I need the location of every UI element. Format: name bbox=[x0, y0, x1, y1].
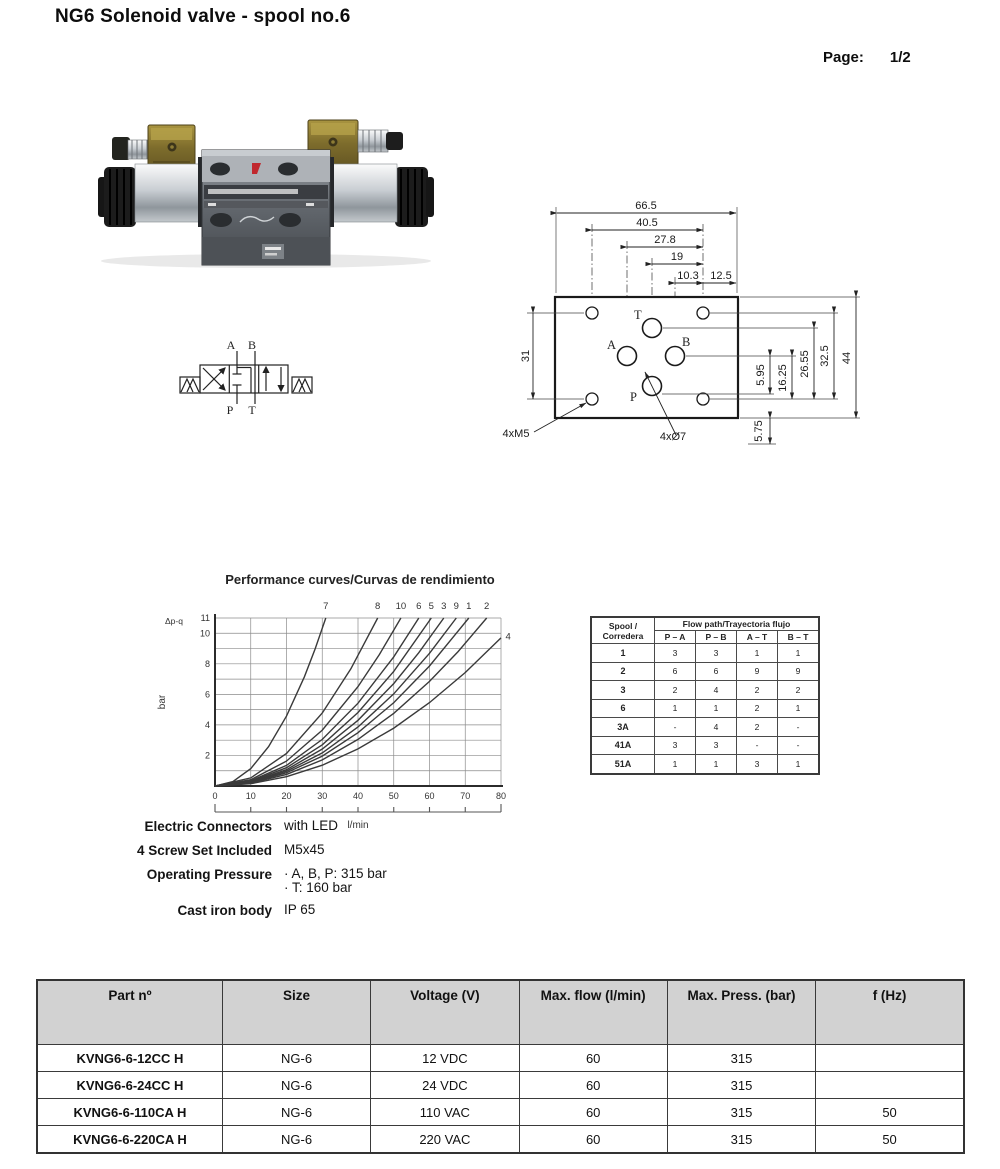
parts-column-header: Part nº bbox=[37, 980, 222, 1045]
flowpath-value-cell: 2 bbox=[737, 681, 778, 700]
spool-id-cell: 2 bbox=[591, 662, 655, 681]
spool-row bbox=[591, 736, 819, 755]
chart-title: Performance curves/Curvas de rendimiento bbox=[225, 572, 495, 587]
mounting-dimension-drawing bbox=[500, 188, 995, 460]
parts-value-cell: NG-6 bbox=[222, 1072, 370, 1099]
parts-value-cell: 50 bbox=[816, 1099, 964, 1126]
curve-label-7: 7 bbox=[323, 600, 329, 612]
drawing-port-a: A bbox=[607, 338, 617, 352]
symbol-port-p: P bbox=[226, 403, 234, 416]
flowpath-value-cell: 1 bbox=[737, 644, 778, 663]
parts-column-header: Size bbox=[222, 980, 370, 1045]
dim-10-3: 10.3 bbox=[677, 270, 699, 282]
pressure-line-2: · T: 160 bar bbox=[284, 880, 353, 895]
flowpath-value-cell: 6 bbox=[655, 662, 696, 681]
mounting-plate bbox=[555, 297, 738, 418]
flowpath-value-cell: 9 bbox=[737, 662, 778, 681]
parts-value-cell: 60 bbox=[519, 1126, 667, 1154]
flowpath-value-cell: - bbox=[778, 736, 820, 755]
dim-27-8: 27.8 bbox=[654, 234, 676, 246]
curve-label-9: 9 bbox=[453, 600, 459, 612]
spool-flow-table bbox=[590, 616, 820, 775]
curve-9 bbox=[215, 618, 456, 786]
dim-16-25: 16.25 bbox=[777, 364, 789, 392]
parts-table-body bbox=[37, 1045, 964, 1154]
flowpath-value-cell: 3 bbox=[696, 644, 737, 663]
flowpath-value-cell: 9 bbox=[778, 662, 820, 681]
spool-id-cell: 1 bbox=[591, 644, 655, 663]
flowpath-value-cell: 2 bbox=[655, 681, 696, 700]
flowpath-value-cell: 2 bbox=[778, 681, 820, 700]
x-tick-label: 30 bbox=[317, 791, 328, 801]
flowpath-value-cell: - bbox=[778, 718, 820, 737]
parts-value-cell: NG-6 bbox=[222, 1126, 370, 1154]
x-tick-label: 60 bbox=[424, 791, 435, 801]
flowpath-col-pa: P – A bbox=[655, 631, 696, 644]
parts-column-header: Max. Press. (bar) bbox=[667, 980, 815, 1045]
spool-row bbox=[591, 662, 819, 681]
dim-31: 31 bbox=[520, 349, 532, 363]
parts-value-cell: 60 bbox=[519, 1045, 667, 1072]
x-tick-label: 10 bbox=[245, 791, 256, 801]
y-tick-label: 10 bbox=[199, 628, 210, 639]
curve-label-3: 3 bbox=[441, 600, 447, 612]
flowpath-value-cell: 6 bbox=[696, 662, 737, 681]
x-tick-label: 50 bbox=[388, 791, 399, 801]
lower-label bbox=[262, 244, 284, 259]
flowpath-col-bt: B – T bbox=[778, 631, 820, 644]
y-tick-label: 6 bbox=[204, 689, 210, 700]
y-tick-label: 4 bbox=[204, 719, 210, 730]
x-axis-title: l/min bbox=[347, 820, 369, 828]
spool-id-cell: 6 bbox=[591, 699, 655, 718]
curve-label-4: 4 bbox=[505, 631, 511, 643]
parts-value-cell: 60 bbox=[519, 1099, 667, 1126]
right-end-cap bbox=[395, 167, 428, 227]
flowpath-value-cell: 2 bbox=[737, 699, 778, 718]
spec-label-screws: 4 Screw Set Included bbox=[136, 843, 272, 858]
page-indicator bbox=[823, 49, 911, 66]
flowpath-value-cell: 2 bbox=[737, 718, 778, 737]
parts-row bbox=[37, 1126, 964, 1154]
spool-table-body bbox=[591, 644, 819, 774]
spool-id-cell: 41A bbox=[591, 736, 655, 755]
spool-row bbox=[591, 681, 819, 700]
y-tick-label: 2 bbox=[204, 750, 210, 761]
performance-chart bbox=[145, 588, 525, 828]
spool-id-cell: 3 bbox=[591, 681, 655, 700]
x-tick-label: 40 bbox=[352, 791, 364, 801]
dim-26-55: 26.55 bbox=[799, 350, 811, 378]
drawing-port-b: B bbox=[682, 335, 691, 349]
pressure-line-1: · A, B, P: 315 bar bbox=[284, 866, 387, 881]
flowpath-value-cell: - bbox=[655, 718, 696, 737]
parts-value-cell bbox=[816, 1072, 964, 1099]
flowpath-value-cell: 4 bbox=[696, 681, 737, 700]
curve-label-8: 8 bbox=[375, 600, 381, 612]
drawing-port-t: T bbox=[634, 308, 642, 322]
right-end-nub bbox=[426, 177, 434, 217]
spool-id-cell: 3A bbox=[591, 718, 655, 737]
spool-id-cell: 51A bbox=[591, 755, 655, 774]
y-axis-title: bar bbox=[157, 694, 168, 710]
symbol-port-t: T bbox=[248, 403, 256, 416]
x-tick-label: 20 bbox=[281, 791, 292, 801]
hydraulic-symbol bbox=[178, 336, 314, 416]
spec-label-connectors: Electric Connectors bbox=[144, 819, 272, 834]
part-number-cell: KVNG6-6-24CC H bbox=[37, 1072, 222, 1099]
parts-column-header: f (Hz) bbox=[816, 980, 964, 1045]
flowpath-value-cell: 1 bbox=[696, 755, 737, 774]
parts-value-cell: 315 bbox=[667, 1045, 815, 1072]
parts-header-row bbox=[37, 980, 964, 1045]
spool-row bbox=[591, 644, 819, 663]
flowpath-value-cell: 1 bbox=[778, 644, 820, 663]
curve-2 bbox=[215, 618, 487, 786]
part-number-cell: KVNG6-6-12CC H bbox=[37, 1045, 222, 1072]
curve-label-10: 10 bbox=[395, 600, 407, 612]
flowpath-value-cell: 1 bbox=[655, 755, 696, 774]
parts-value-cell: NG-6 bbox=[222, 1099, 370, 1126]
dim-19: 19 bbox=[670, 251, 684, 263]
parts-value-cell: 50 bbox=[816, 1126, 964, 1154]
flowpath-col-at: A – T bbox=[737, 631, 778, 644]
flowpath-value-cell: 3 bbox=[696, 736, 737, 755]
dim-5-95: 5.95 bbox=[755, 364, 767, 386]
parts-column-header: Max. flow (l/min) bbox=[519, 980, 667, 1045]
dim-40-5: 40.5 bbox=[636, 217, 658, 229]
dim-66-5: 66.5 bbox=[635, 200, 657, 212]
spec-value-screws: M5x45 bbox=[284, 842, 325, 857]
dp-q-label: Δp-q bbox=[165, 616, 183, 626]
x-tick-label: 80 bbox=[495, 791, 507, 801]
right-solenoid-tube bbox=[331, 164, 397, 222]
x-tick-label: 70 bbox=[460, 791, 471, 801]
spool-header: Spool / Corredera bbox=[591, 617, 655, 644]
spool-row bbox=[591, 699, 819, 718]
flowpath-col-pb: P – B bbox=[696, 631, 737, 644]
flowpath-value-cell: 1 bbox=[696, 699, 737, 718]
part-number-cell: KVNG6-6-110CA H bbox=[37, 1099, 222, 1126]
right-gland-nut bbox=[386, 132, 403, 150]
product-photo bbox=[90, 107, 438, 269]
curve-label-5: 5 bbox=[428, 600, 434, 612]
parts-table bbox=[36, 979, 965, 1154]
parts-value-cell: 220 VAC bbox=[371, 1126, 519, 1154]
parts-value-cell bbox=[816, 1045, 964, 1072]
curve-7 bbox=[215, 618, 326, 786]
flowpath-value-cell: 4 bbox=[696, 718, 737, 737]
flowpath-value-cell: 3 bbox=[737, 755, 778, 774]
page-title: NG6 Solenoid valve - spool no.6 bbox=[55, 6, 351, 27]
page-label: Page: bbox=[823, 49, 864, 66]
flowpath-value-cell: 1 bbox=[778, 699, 820, 718]
dim-44: 44 bbox=[841, 351, 853, 365]
drawing-port-p: P bbox=[630, 390, 637, 404]
parts-row bbox=[37, 1099, 964, 1126]
y-tick-label: 11 bbox=[200, 613, 210, 623]
parts-value-cell: NG-6 bbox=[222, 1045, 370, 1072]
curve-5 bbox=[215, 618, 431, 786]
flowpath-value-cell: - bbox=[737, 736, 778, 755]
dim-5-75: 5.75 bbox=[753, 420, 765, 442]
flowpath-value-cell: 1 bbox=[655, 699, 696, 718]
parts-table-wrap bbox=[36, 979, 965, 1154]
dim-12-5: 12.5 bbox=[710, 270, 732, 282]
spec-value-connectors: with LED bbox=[284, 818, 339, 833]
callout-4xM5: 4xM5 bbox=[502, 428, 530, 440]
page-number: 1/2 bbox=[889, 49, 911, 66]
curve-label-6: 6 bbox=[416, 600, 422, 612]
parts-value-cell: 315 bbox=[667, 1072, 815, 1099]
flowpath-header: Flow path/Trayectoria flujo bbox=[655, 617, 820, 631]
parts-row bbox=[37, 1045, 964, 1072]
part-number-cell: KVNG6-6-220CA H bbox=[37, 1126, 222, 1154]
callout-4xO7: 4xØ7 bbox=[659, 431, 687, 443]
flowpath-value-cell: 1 bbox=[778, 755, 820, 774]
flowpath-value-cell: 3 bbox=[655, 644, 696, 663]
parts-row bbox=[37, 1072, 964, 1099]
curve-label-1: 1 bbox=[466, 600, 472, 612]
parts-column-header: Voltage (V) bbox=[371, 980, 519, 1045]
left-solenoid-tube bbox=[135, 164, 202, 222]
curve-label-2: 2 bbox=[484, 600, 490, 612]
symbol-port-a: A bbox=[226, 338, 236, 352]
left-gland-nut bbox=[112, 137, 130, 160]
spec-label-pressure: Operating Pressure bbox=[146, 867, 272, 882]
spec-value-pressure bbox=[284, 867, 387, 895]
parts-value-cell: 60 bbox=[519, 1072, 667, 1099]
symbol-port-b: B bbox=[247, 338, 257, 352]
spec-value-body: IP 65 bbox=[284, 902, 316, 917]
parts-value-cell: 315 bbox=[667, 1126, 815, 1154]
parts-value-cell: 110 VAC bbox=[371, 1099, 519, 1126]
spool-row bbox=[591, 755, 819, 774]
dim-32-5: 32.5 bbox=[819, 345, 831, 367]
y-tick-label: 8 bbox=[204, 658, 210, 669]
flowpath-value-cell: 3 bbox=[655, 736, 696, 755]
parts-value-cell: 24 VDC bbox=[371, 1072, 519, 1099]
spec-label-body: Cast iron body bbox=[177, 903, 272, 918]
parts-value-cell: 315 bbox=[667, 1099, 815, 1126]
parts-value-cell: 12 VDC bbox=[371, 1045, 519, 1072]
spool-row bbox=[591, 718, 819, 737]
x-tick-label: 0 bbox=[212, 791, 218, 801]
